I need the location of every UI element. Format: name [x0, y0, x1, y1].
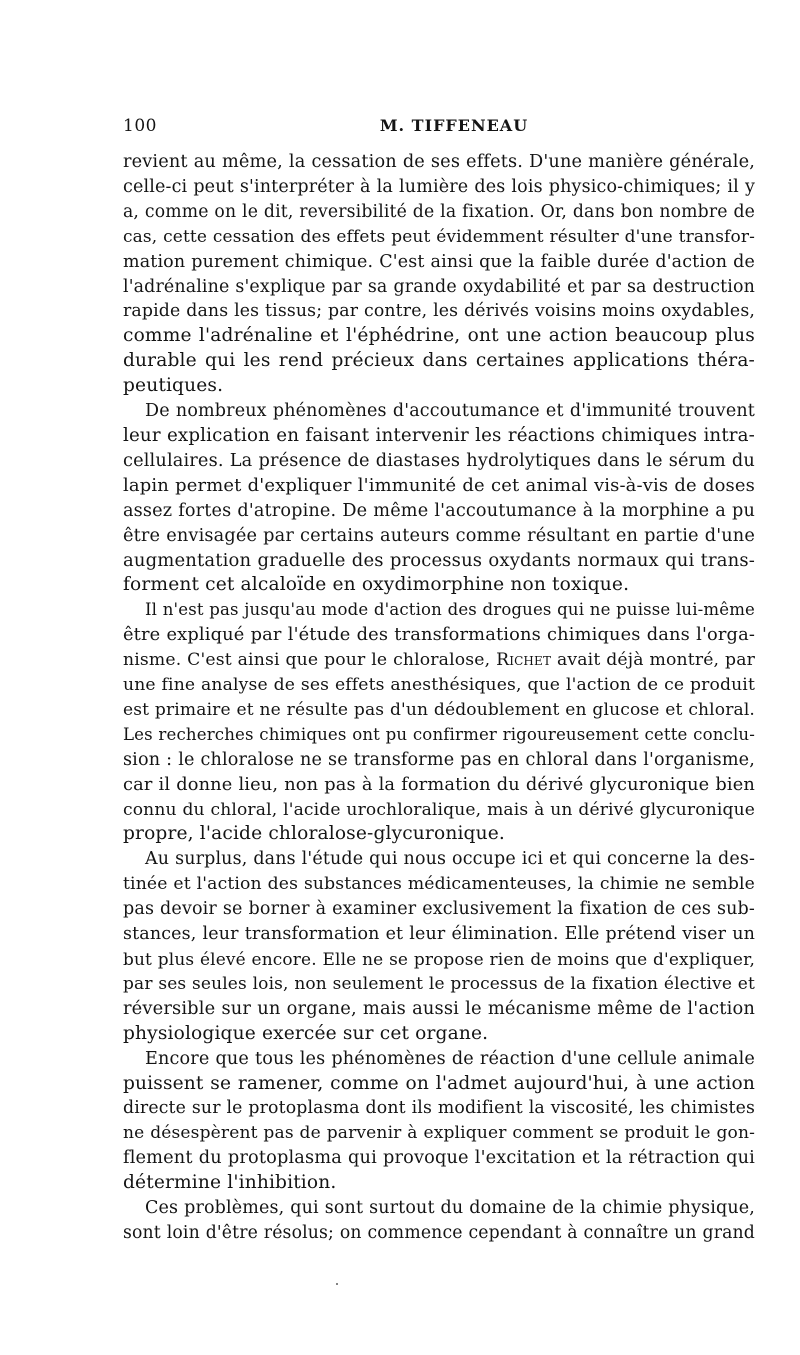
- text-line: a, comme on le dit, reversibilité de la fixation. Or, dans bon nombre de: [123, 201, 755, 222]
- text-line: Au surplus, dans l'étude qui nous occupe ici et qui concerne la des-: [145, 849, 755, 870]
- text-line: Il n'est pas jusqu'au mode d'action des drogues qui ne puisse lui-même: [145, 600, 755, 620]
- text-line: stances, leur transformation et leur élimination. Elle prétend viser un: [123, 924, 755, 945]
- text-line: Ces problèmes, qui sont surtout du domaine de la chimie physique,: [145, 1198, 755, 1219]
- text-line: pas devoir se borner à examiner exclusivement la fixation de ces sub-: [123, 899, 755, 920]
- text-line: forment cet alcaloïde en oxydimorphine non toxique.: [123, 574, 630, 596]
- text-line: ne désespèrent pas de parvenir à expliquer comment se produit le gon-: [123, 1123, 755, 1144]
- text-line: détermine l'inhibition.: [123, 1172, 337, 1194]
- text-line: Encore que tous les phénomènes de réaction d'une cellule animale: [145, 1048, 755, 1069]
- text-line: sont loin d'être résolus; on commence cependant à connaître un grand: [123, 1222, 755, 1243]
- text-fragment: avait déjà montré, par: [551, 650, 755, 671]
- text-line: augmentation graduelle des processus oxydants normaux qui trans-: [123, 549, 755, 571]
- text-line: est primaire et ne résulte pas d'un dédoublement en glucose et chloral.: [123, 699, 755, 720]
- paragraph: [123, 1047, 755, 1196]
- text-line: cellulaires. La présence de diastases hydrolytiques dans le sérum du: [123, 450, 755, 471]
- text-line: être envisagée par certains auteurs comme résultant en partie d'une: [123, 525, 755, 546]
- text-fragment: nisme. C'est ainsi que pour le chloralose,: [123, 650, 497, 671]
- paragraph: [123, 598, 755, 847]
- page-number: 100: [123, 116, 157, 136]
- text-line: cas, cette cessation des effets peut évidemment résulter d'une transfor-: [123, 226, 755, 247]
- text-line: leur explication en faisant intervenir les réactions chimiques intra-: [123, 424, 755, 446]
- author-name-richet: Richet: [496, 650, 552, 671]
- text-line: comme l'adrénaline et l'éphédrine, ont une action beaucoup plus: [123, 325, 755, 347]
- paragraph: [123, 399, 755, 598]
- text-line: une fine analyse de ses effets anesthésiques, que l'action de ce produit: [123, 675, 755, 696]
- text-line: puissent se ramener, comme on l'admet aujourd'hui, à une action: [123, 1072, 755, 1094]
- paragraph: [123, 1196, 755, 1246]
- text-line: tinée et l'action des substances médicamenteuses, la chimie ne semble: [123, 874, 755, 895]
- text-line: revient au même, la cessation de ses effets. D'une manière générale,: [123, 152, 755, 172]
- text-line: réversible sur un organe, mais aussi le mécanisme même de l'action: [123, 997, 755, 1019]
- text-line: flement du protoplasma qui provoque l'excitation et la rétraction qui: [123, 1148, 755, 1169]
- text-line: physiologique exercée sur cet organe.: [123, 1022, 489, 1044]
- text-line: durable qui les rend précieux dans certaines applications théra-: [123, 350, 755, 372]
- text-line: peutiques.: [123, 375, 224, 397]
- text-line: l'adrénaline s'explique par sa grande oxydabilité et par sa destruction: [123, 276, 755, 297]
- text-line-with-name: [123, 648, 755, 673]
- text-line: être expliqué par l'étude des transformations chimiques dans l'orga-: [123, 624, 755, 646]
- text-line: celle-ci peut s'interpréter à la lumière des lois physico-chimiques; il y: [123, 176, 755, 197]
- body-text: [123, 150, 755, 1246]
- running-head-author: M. TIFFENEAU: [379, 116, 529, 135]
- text-line: mation purement chimique. C'est ainsi que la faible durée d'action de: [123, 251, 755, 272]
- print-speck: [336, 1283, 338, 1285]
- text-line: assez fortes d'atropine. De même l'accoutumance à la morphine a pu: [123, 500, 755, 521]
- paragraph: [123, 847, 755, 1046]
- text-line: directe sur le protoplasma dont ils modifient la viscosité, les chimistes: [123, 1098, 755, 1119]
- text-line: Les recherches chimiques ont pu confirmer rigoureusement cette conclu-: [123, 724, 755, 744]
- text-line: but plus élevé encore. Elle ne se propose rien de moins que d'expliquer,: [123, 949, 755, 969]
- text-line: par ses seules lois, non seulement le processus de la fixation élective et: [123, 973, 755, 994]
- text-line: sion : le chloralose ne se transforme pas en chloral dans l'organisme,: [123, 749, 755, 770]
- text-line: rapide dans les tissus; par contre, les dérivés voisins moins oxydables,: [123, 301, 755, 322]
- text-line: lapin permet d'expliquer l'immunité de cet animal vis-à-vis de doses: [123, 474, 755, 496]
- text-line: De nombreux phénomènes d'accoutumance et d'immunité trouvent: [145, 401, 755, 422]
- paragraph: [123, 150, 755, 399]
- text-line: propre, l'acide chloralose-glycuronique.: [123, 823, 505, 845]
- text-line: car il donne lieu, non pas à la formation du dérivé glycuronique bien: [123, 774, 755, 795]
- running-head: [123, 116, 755, 142]
- text-line: connu du chloral, l'acide urochloralique, mais à un dérivé glycuronique: [123, 799, 755, 820]
